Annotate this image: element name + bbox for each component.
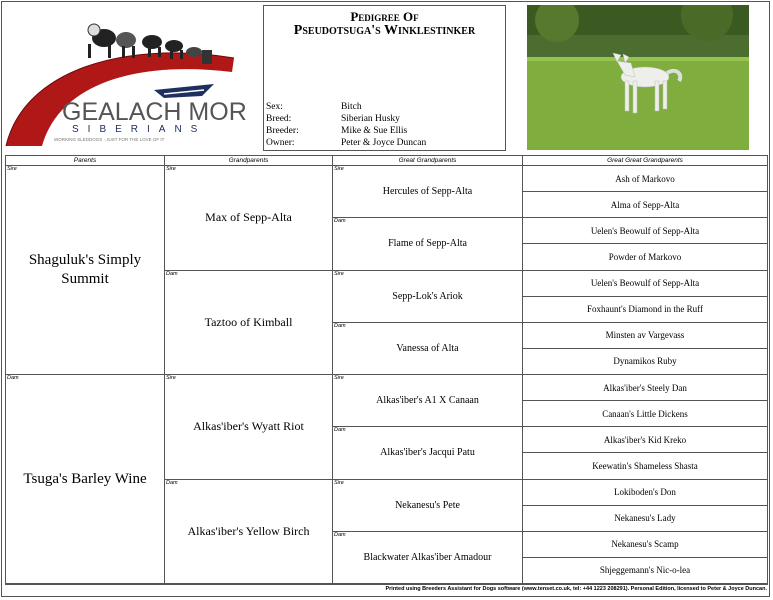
great-grandparent-name: Hercules of Sepp-Alta	[382, 186, 473, 198]
great-great-grandparent-cell	[523, 427, 767, 453]
sire-tag: Sire	[334, 479, 344, 486]
title-line1: Pedigree Of	[350, 9, 419, 24]
great-great-grandparent-name: Alma of Sepp-Alta	[610, 199, 680, 210]
grandparent-name: Alkas'iber's Wyatt Riot	[193, 419, 304, 434]
great-great-grandparent-cell	[523, 166, 767, 192]
great-great-grandparent-cell	[523, 297, 767, 323]
parent-cell	[6, 375, 165, 584]
great-great-grandparent-cell	[523, 453, 767, 479]
dam-tag: Dam	[334, 427, 346, 434]
dam-tag: Dam	[334, 531, 346, 538]
great-great-grandparent-name: Uelen's Beowulf of Sepp-Alta	[590, 278, 700, 289]
sire-tag: Sire	[334, 270, 344, 277]
great-great-grandparent-cell	[523, 558, 767, 584]
great-great-grandparent-name: Keewatin's Shameless Shasta	[592, 460, 698, 471]
great-great-grandparent-cell	[523, 401, 767, 427]
grandparent-cell	[165, 166, 333, 271]
parent-cell	[6, 166, 165, 375]
great-great-grandparent-cell	[523, 480, 767, 506]
dam-tag: Dam	[334, 322, 346, 329]
grandparent-name: Alkas'iber's Yellow Birch	[187, 523, 310, 538]
great-great-grandparent-name: Ash of Markovo	[615, 173, 675, 184]
great-grandparent-name: Nekanesu's Pete	[395, 499, 460, 511]
great-great-grandparent-cell	[523, 323, 767, 349]
great-grandparent-name: Flame of Sepp-Alta	[388, 238, 467, 250]
great-grandparent-name: Alkas'iber's Jacqui Patu	[380, 447, 475, 459]
header-grandparents: Grandparents	[165, 156, 333, 166]
great-great-grandparent-name: Powder of Markovo	[608, 251, 682, 262]
great-grandparent-name: Alkas'iber's A1 X Canaan	[376, 395, 479, 407]
logo-name-line1: GEALACH MOR	[62, 98, 247, 126]
great-grandparent-cell	[333, 480, 523, 532]
great-great-grandparent-cell	[523, 532, 767, 558]
great-grandparent-cell	[333, 218, 523, 270]
great-grandparent-name: Vanessa of Alta	[396, 342, 459, 354]
footer-note: Printed using Breeders Assistant for Dogs software (www.tenset.co.uk, tel: +44 1223 208291). Personal Edition, licensed to Peter & Joyce Duncan.	[385, 586, 767, 592]
great-great-grandparent-cell	[523, 271, 767, 297]
sire-tag: Sire	[334, 166, 344, 172]
great-grandparent-cell	[333, 532, 523, 584]
dog-photo	[527, 5, 749, 150]
great-great-grandparent-name: Alkas'iber's Kid Kreko	[603, 434, 687, 445]
parent-name: Tsuga's Barley Wine	[23, 470, 147, 487]
great-grandparent-cell	[333, 323, 523, 375]
grandparent-cell	[165, 271, 333, 376]
great-grandparent-name: Sepp-Lok's Ariok	[392, 290, 463, 302]
grandparent-name: Taztoo of Kimball	[204, 314, 293, 329]
great-great-grandparent-name: Uelen's Beowulf of Sepp-Alta	[590, 225, 700, 236]
great-great-grandparent-name: Alkas'iber's Steely Dan	[603, 382, 687, 393]
great-great-grandparent-cell	[523, 244, 767, 270]
grandparent-cell	[165, 375, 333, 480]
parent-name: Shaguluk's Simply Summit	[28, 252, 142, 287]
sire-tag: Sire	[334, 375, 344, 381]
pedigree-table	[5, 155, 768, 585]
title-box	[263, 5, 506, 151]
great-great-grandparent-name: Shjeggemann's Nic-o-lea	[599, 565, 691, 576]
great-grandparent-cell	[333, 271, 523, 323]
dam-tag: Dam	[166, 270, 178, 277]
sire-tag: Sire	[7, 166, 17, 172]
great-grandparent-cell	[333, 375, 523, 427]
sire-tag: Sire	[166, 166, 176, 172]
logo-name-line2: SIBERIANS	[72, 124, 207, 135]
dam-tag: Dam	[7, 375, 19, 381]
great-great-grandparent-name: Nekanesu's Lady	[614, 513, 676, 524]
logo-tagline: WORKING SLEDDOGS · JUST FOR THE LOVE OF IT	[54, 137, 165, 142]
great-great-grandparent-name: Lokiboden's Don	[614, 487, 676, 498]
great-great-grandparent-cell	[523, 506, 767, 532]
great-great-grandparent-cell	[523, 349, 767, 375]
info-sex: Sex: Bitch	[266, 102, 362, 112]
great-great-grandparent-cell	[523, 192, 767, 218]
header-great-great-grandparents: Great Great Grandparents	[523, 156, 767, 166]
info-owner: Owner: Peter & Joyce Duncan	[266, 138, 427, 148]
great-grandparent-cell	[333, 166, 523, 218]
kennel-logo	[4, 10, 256, 150]
info-breeder: Breeder: Mike & Sue Ellis	[266, 126, 408, 136]
great-grandparent-name: Blackwater Alkas'iber Amadour	[363, 551, 492, 563]
dam-tag: Dam	[334, 218, 346, 225]
great-great-grandparent-name: Foxhaunt's Diamond in the Ruff	[587, 304, 703, 315]
great-great-grandparent-name: Dynamikos Ruby	[613, 356, 677, 367]
great-great-grandparent-cell	[523, 218, 767, 244]
great-great-grandparent-name: Nekanesu's Scamp	[611, 539, 679, 550]
sire-tag: Sire	[166, 375, 176, 381]
header-parents: Parents	[6, 156, 165, 166]
dog-name-title: Pseudotsuga's Winklestinker	[293, 23, 476, 38]
info-breed: Breed: Siberian Husky	[266, 114, 400, 124]
grandparent-name: Max of Sepp-Alta	[205, 210, 292, 225]
dam-tag: Dam	[166, 479, 178, 486]
great-grandparent-cell	[333, 427, 523, 479]
dog-info	[266, 101, 426, 149]
great-great-grandparent-name: Minsten av Vargevass	[605, 330, 685, 341]
header-great-grandparents: Great Grandparents	[333, 156, 523, 166]
grandparent-cell	[165, 480, 333, 585]
great-great-grandparent-name: Canaan's Little Dickens	[602, 408, 688, 419]
great-great-grandparent-cell	[523, 375, 767, 401]
